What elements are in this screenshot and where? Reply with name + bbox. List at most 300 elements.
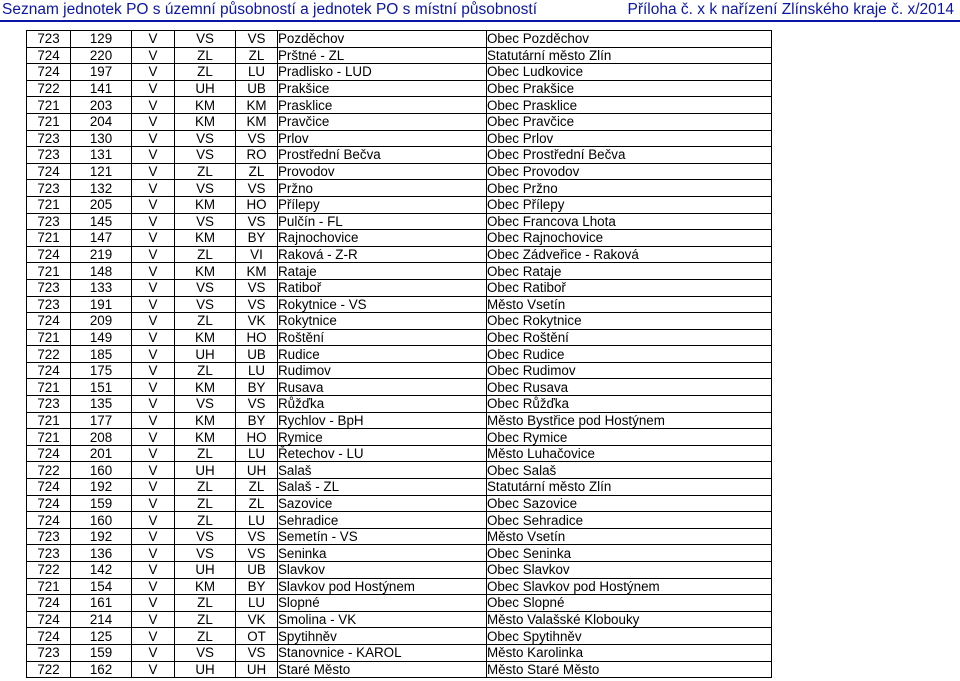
- unit-name-cell: Pravčice: [278, 113, 487, 130]
- municipality-cell: Obec Pržno: [487, 180, 772, 197]
- district-code-cell: 724: [27, 64, 71, 81]
- unit-type-cell: V: [132, 495, 175, 512]
- table-row: [27, 495, 772, 512]
- unit-name-cell: Rymice: [278, 429, 487, 446]
- table-row: [27, 180, 772, 197]
- unit-name-cell: Slavkov: [278, 562, 487, 579]
- district-code-cell: 723: [27, 213, 71, 230]
- municipality-cell: Město Vsetín: [487, 296, 772, 313]
- area-code-cell: VS: [175, 396, 236, 413]
- unit-name-cell: Pozděchov: [278, 31, 487, 48]
- unit-type-cell: V: [132, 47, 175, 64]
- table-row: [27, 595, 772, 612]
- district-code-cell: 723: [27, 279, 71, 296]
- area-code-cell: KM: [175, 196, 236, 213]
- sub-area-code-cell: UH: [236, 462, 278, 479]
- table-row: [27, 661, 772, 678]
- unit-number-cell: 205: [71, 196, 132, 213]
- district-code-cell: 723: [27, 545, 71, 562]
- municipality-cell: Obec Francova Lhota: [487, 213, 772, 230]
- unit-number-cell: 204: [71, 113, 132, 130]
- unit-number-cell: 136: [71, 545, 132, 562]
- sub-area-code-cell: KM: [236, 97, 278, 114]
- unit-type-cell: V: [132, 230, 175, 247]
- table-row: [27, 562, 772, 579]
- sub-area-code-cell: VS: [236, 528, 278, 545]
- sub-area-code-cell: ZL: [236, 47, 278, 64]
- unit-name-cell: Prštné - ZL: [278, 47, 487, 64]
- sub-area-code-cell: HO: [236, 429, 278, 446]
- unit-type-cell: V: [132, 64, 175, 81]
- district-code-cell: 724: [27, 611, 71, 628]
- sub-area-code-cell: HO: [236, 196, 278, 213]
- district-code-cell: 724: [27, 495, 71, 512]
- table-row: [27, 628, 772, 645]
- unit-number-cell: 132: [71, 180, 132, 197]
- unit-type-cell: V: [132, 512, 175, 529]
- municipality-cell: Obec Pozděchov: [487, 31, 772, 48]
- unit-number-cell: 192: [71, 479, 132, 496]
- municipality-cell: Obec Rokytnice: [487, 313, 772, 330]
- unit-type-cell: V: [132, 313, 175, 330]
- area-code-cell: VS: [175, 528, 236, 545]
- unit-name-cell: Pulčín - FL: [278, 213, 487, 230]
- area-code-cell: ZL: [175, 512, 236, 529]
- unit-type-cell: V: [132, 130, 175, 147]
- sub-area-code-cell: VK: [236, 313, 278, 330]
- unit-number-cell: 219: [71, 246, 132, 263]
- sub-area-code-cell: LU: [236, 512, 278, 529]
- table-row: [27, 329, 772, 346]
- unit-name-cell: Prlov: [278, 130, 487, 147]
- unit-name-cell: Salaš - ZL: [278, 479, 487, 496]
- municipality-cell: Obec Spytihněv: [487, 628, 772, 645]
- table-row: [27, 412, 772, 429]
- unit-name-cell: Přílepy: [278, 196, 487, 213]
- unit-name-cell: Sehradice: [278, 512, 487, 529]
- header-rule: [0, 20, 960, 22]
- unit-number-cell: 159: [71, 495, 132, 512]
- table-row: [27, 113, 772, 130]
- area-code-cell: KM: [175, 412, 236, 429]
- municipality-cell: Město Karolinka: [487, 644, 772, 661]
- district-code-cell: 721: [27, 230, 71, 247]
- unit-type-cell: V: [132, 97, 175, 114]
- unit-number-cell: 125: [71, 628, 132, 645]
- table-row: [27, 97, 772, 114]
- sub-area-code-cell: VS: [236, 644, 278, 661]
- unit-number-cell: 191: [71, 296, 132, 313]
- unit-type-cell: V: [132, 246, 175, 263]
- district-code-cell: 724: [27, 362, 71, 379]
- area-code-cell: UH: [175, 661, 236, 678]
- unit-type-cell: V: [132, 147, 175, 164]
- area-code-cell: ZL: [175, 362, 236, 379]
- municipality-cell: Obec Rataje: [487, 263, 772, 280]
- district-code-cell: 721: [27, 196, 71, 213]
- district-code-cell: 721: [27, 97, 71, 114]
- municipality-cell: Obec Slopné: [487, 595, 772, 612]
- unit-name-cell: Prasklice: [278, 97, 487, 114]
- sub-area-code-cell: ZL: [236, 479, 278, 496]
- area-code-cell: UH: [175, 80, 236, 97]
- area-code-cell: KM: [175, 230, 236, 247]
- area-code-cell: VS: [175, 644, 236, 661]
- unit-name-cell: Ratiboř: [278, 279, 487, 296]
- municipality-cell: Obec Pravčice: [487, 113, 772, 130]
- unit-number-cell: 185: [71, 346, 132, 363]
- unit-number-cell: 141: [71, 80, 132, 97]
- district-code-cell: 723: [27, 296, 71, 313]
- municipality-cell: Město Vsetín: [487, 528, 772, 545]
- unit-type-cell: V: [132, 396, 175, 413]
- unit-number-cell: 201: [71, 445, 132, 462]
- unit-name-cell: Rudimov: [278, 362, 487, 379]
- sub-area-code-cell: VS: [236, 31, 278, 48]
- table-row: [27, 445, 772, 462]
- unit-number-cell: 133: [71, 279, 132, 296]
- municipality-cell: Obec Roštění: [487, 329, 772, 346]
- district-code-cell: 723: [27, 528, 71, 545]
- sub-area-code-cell: ZL: [236, 495, 278, 512]
- unit-name-cell: Slavkov pod Hostýnem: [278, 578, 487, 595]
- unit-number-cell: 220: [71, 47, 132, 64]
- sub-area-code-cell: VS: [236, 180, 278, 197]
- district-code-cell: 722: [27, 661, 71, 678]
- municipality-cell: Obec Rudimov: [487, 362, 772, 379]
- table-row: [27, 230, 772, 247]
- area-code-cell: ZL: [175, 64, 236, 81]
- district-code-cell: 724: [27, 479, 71, 496]
- table-row: [27, 644, 772, 661]
- unit-type-cell: V: [132, 279, 175, 296]
- district-code-cell: 721: [27, 113, 71, 130]
- unit-name-cell: Rokytnice - VS: [278, 296, 487, 313]
- unit-type-cell: V: [132, 562, 175, 579]
- unit-number-cell: 162: [71, 661, 132, 678]
- sub-area-code-cell: LU: [236, 445, 278, 462]
- area-code-cell: ZL: [175, 495, 236, 512]
- unit-type-cell: V: [132, 644, 175, 661]
- municipality-cell: Statutární město Zlín: [487, 479, 772, 496]
- area-code-cell: UH: [175, 462, 236, 479]
- header-annex-label: Příloha č. x k nařízení Zlínského kraje č. x/2014: [627, 1, 954, 18]
- sub-area-code-cell: BY: [236, 379, 278, 396]
- area-code-cell: VS: [175, 296, 236, 313]
- district-code-cell: 723: [27, 396, 71, 413]
- sub-area-code-cell: VS: [236, 545, 278, 562]
- unit-type-cell: V: [132, 595, 175, 612]
- area-code-cell: ZL: [175, 611, 236, 628]
- area-code-cell: VS: [175, 180, 236, 197]
- area-code-cell: ZL: [175, 163, 236, 180]
- unit-type-cell: V: [132, 180, 175, 197]
- sub-area-code-cell: UB: [236, 80, 278, 97]
- unit-type-cell: V: [132, 362, 175, 379]
- area-code-cell: VS: [175, 147, 236, 164]
- header-title: Seznam jednotek PO s územní působností a jednotek PO s místní působností: [2, 1, 538, 18]
- unit-number-cell: 208: [71, 429, 132, 446]
- sub-area-code-cell: VS: [236, 296, 278, 313]
- unit-name-cell: Smolina - VK: [278, 611, 487, 628]
- municipality-cell: Obec Prakšice: [487, 80, 772, 97]
- unit-name-cell: Rusava: [278, 379, 487, 396]
- district-code-cell: 722: [27, 80, 71, 97]
- unit-number-cell: 154: [71, 578, 132, 595]
- unit-type-cell: V: [132, 213, 175, 230]
- unit-type-cell: V: [132, 545, 175, 562]
- unit-type-cell: V: [132, 412, 175, 429]
- unit-name-cell: Staré Město: [278, 661, 487, 678]
- district-code-cell: 722: [27, 562, 71, 579]
- table-row: [27, 379, 772, 396]
- table-row: [27, 313, 772, 330]
- unit-name-cell: Spytihněv: [278, 628, 487, 645]
- area-code-cell: VS: [175, 545, 236, 562]
- page-header: [0, 0, 960, 22]
- unit-name-cell: Rataje: [278, 263, 487, 280]
- area-code-cell: KM: [175, 379, 236, 396]
- area-code-cell: ZL: [175, 313, 236, 330]
- unit-name-cell: Rajnochovice: [278, 230, 487, 247]
- unit-type-cell: V: [132, 462, 175, 479]
- unit-name-cell: Raková - Z-R: [278, 246, 487, 263]
- table-row: [27, 246, 772, 263]
- unit-name-cell: Stanovnice - KAROL: [278, 644, 487, 661]
- unit-name-cell: Semetín - VS: [278, 528, 487, 545]
- table-row: [27, 263, 772, 280]
- municipality-cell: Obec Provodov: [487, 163, 772, 180]
- table-row: [27, 462, 772, 479]
- unit-number-cell: 161: [71, 595, 132, 612]
- unit-type-cell: V: [132, 163, 175, 180]
- sub-area-code-cell: LU: [236, 362, 278, 379]
- table-row: [27, 279, 772, 296]
- unit-number-cell: 142: [71, 562, 132, 579]
- sub-area-code-cell: VS: [236, 130, 278, 147]
- table-row: [27, 512, 772, 529]
- unit-type-cell: V: [132, 263, 175, 280]
- district-code-cell: 724: [27, 445, 71, 462]
- sub-area-code-cell: RO: [236, 147, 278, 164]
- district-code-cell: 724: [27, 246, 71, 263]
- table-row: [27, 130, 772, 147]
- unit-name-cell: Řetechov - LU: [278, 445, 487, 462]
- unit-name-cell: Roštění: [278, 329, 487, 346]
- table-row: [27, 80, 772, 97]
- municipality-cell: Obec Sehradice: [487, 512, 772, 529]
- sub-area-code-cell: VI: [236, 246, 278, 263]
- district-code-cell: 724: [27, 595, 71, 612]
- municipality-cell: Město Luhačovice: [487, 445, 772, 462]
- area-code-cell: KM: [175, 97, 236, 114]
- unit-name-cell: Prostřední Bečva: [278, 147, 487, 164]
- municipality-cell: Obec Salaš: [487, 462, 772, 479]
- district-code-cell: 723: [27, 180, 71, 197]
- unit-number-cell: 175: [71, 362, 132, 379]
- area-code-cell: ZL: [175, 595, 236, 612]
- district-code-cell: 724: [27, 628, 71, 645]
- sub-area-code-cell: VS: [236, 279, 278, 296]
- district-code-cell: 724: [27, 512, 71, 529]
- unit-name-cell: Salaš: [278, 462, 487, 479]
- district-code-cell: 724: [27, 163, 71, 180]
- unit-type-cell: V: [132, 528, 175, 545]
- unit-type-cell: V: [132, 429, 175, 446]
- unit-name-cell: Slopné: [278, 595, 487, 612]
- district-code-cell: 723: [27, 644, 71, 661]
- sub-area-code-cell: UH: [236, 661, 278, 678]
- area-code-cell: UH: [175, 562, 236, 579]
- sub-area-code-cell: OT: [236, 628, 278, 645]
- unit-number-cell: 177: [71, 412, 132, 429]
- district-code-cell: 721: [27, 578, 71, 595]
- area-code-cell: UH: [175, 346, 236, 363]
- area-code-cell: KM: [175, 429, 236, 446]
- unit-number-cell: 197: [71, 64, 132, 81]
- unit-name-cell: Rudice: [278, 346, 487, 363]
- sub-area-code-cell: BY: [236, 230, 278, 247]
- unit-number-cell: 159: [71, 644, 132, 661]
- municipality-cell: Obec Sazovice: [487, 495, 772, 512]
- sub-area-code-cell: BY: [236, 578, 278, 595]
- unit-name-cell: Seninka: [278, 545, 487, 562]
- unit-number-cell: 121: [71, 163, 132, 180]
- area-code-cell: VS: [175, 31, 236, 48]
- district-code-cell: 723: [27, 130, 71, 147]
- unit-type-cell: V: [132, 346, 175, 363]
- unit-number-cell: 131: [71, 147, 132, 164]
- municipality-cell: Obec Rudice: [487, 346, 772, 363]
- municipality-cell: Obec Růžďka: [487, 396, 772, 413]
- unit-type-cell: V: [132, 196, 175, 213]
- unit-number-cell: 203: [71, 97, 132, 114]
- unit-type-cell: V: [132, 611, 175, 628]
- municipality-cell: Obec Prasklice: [487, 97, 772, 114]
- sub-area-code-cell: LU: [236, 595, 278, 612]
- municipality-cell: Statutární město Zlín: [487, 47, 772, 64]
- municipality-cell: Obec Seninka: [487, 545, 772, 562]
- area-code-cell: ZL: [175, 246, 236, 263]
- municipality-cell: Město Valašské Klobouky: [487, 611, 772, 628]
- municipality-cell: Obec Rusava: [487, 379, 772, 396]
- unit-name-cell: Rokytnice: [278, 313, 487, 330]
- district-code-cell: 721: [27, 263, 71, 280]
- municipality-cell: Obec Rymice: [487, 429, 772, 446]
- municipality-cell: Obec Rajnochovice: [487, 230, 772, 247]
- unit-number-cell: 209: [71, 313, 132, 330]
- district-code-cell: 723: [27, 31, 71, 48]
- district-code-cell: 724: [27, 313, 71, 330]
- district-code-cell: 721: [27, 412, 71, 429]
- table-row: [27, 362, 772, 379]
- unit-type-cell: V: [132, 445, 175, 462]
- unit-type-cell: V: [132, 379, 175, 396]
- unit-name-cell: Pradlisko - LUD: [278, 64, 487, 81]
- district-code-cell: 722: [27, 462, 71, 479]
- unit-type-cell: V: [132, 329, 175, 346]
- unit-number-cell: 151: [71, 379, 132, 396]
- unit-number-cell: 214: [71, 611, 132, 628]
- sub-area-code-cell: VS: [236, 396, 278, 413]
- table-row: [27, 196, 772, 213]
- unit-number-cell: 130: [71, 130, 132, 147]
- unit-type-cell: V: [132, 113, 175, 130]
- municipality-cell: Obec Zádveřice - Raková: [487, 246, 772, 263]
- unit-name-cell: Růžďka: [278, 396, 487, 413]
- unit-number-cell: 147: [71, 230, 132, 247]
- area-code-cell: KM: [175, 263, 236, 280]
- unit-name-cell: Sazovice: [278, 495, 487, 512]
- unit-number-cell: 192: [71, 528, 132, 545]
- district-code-cell: 721: [27, 429, 71, 446]
- sub-area-code-cell: BY: [236, 412, 278, 429]
- area-code-cell: KM: [175, 578, 236, 595]
- area-code-cell: ZL: [175, 479, 236, 496]
- unit-number-cell: 149: [71, 329, 132, 346]
- table-row: [27, 528, 772, 545]
- table-row: [27, 296, 772, 313]
- unit-number-cell: 135: [71, 396, 132, 413]
- sub-area-code-cell: VK: [236, 611, 278, 628]
- unit-number-cell: 160: [71, 512, 132, 529]
- unit-name-cell: Pržno: [278, 180, 487, 197]
- municipality-cell: Obec Prostřední Bečva: [487, 147, 772, 164]
- area-code-cell: VS: [175, 279, 236, 296]
- area-code-cell: ZL: [175, 628, 236, 645]
- table-row: [27, 64, 772, 81]
- table-row: [27, 578, 772, 595]
- municipality-cell: Město Bystřice pod Hostýnem: [487, 412, 772, 429]
- table-row: [27, 163, 772, 180]
- table-row: [27, 611, 772, 628]
- municipality-cell: Obec Přílepy: [487, 196, 772, 213]
- table-row: [27, 545, 772, 562]
- unit-type-cell: V: [132, 80, 175, 97]
- district-code-cell: 722: [27, 346, 71, 363]
- municipality-cell: Obec Ratiboř: [487, 279, 772, 296]
- unit-type-cell: V: [132, 31, 175, 48]
- district-code-cell: 723: [27, 147, 71, 164]
- sub-area-code-cell: KM: [236, 263, 278, 280]
- area-code-cell: VS: [175, 130, 236, 147]
- municipality-cell: Obec Ludkovice: [487, 64, 772, 81]
- area-code-cell: ZL: [175, 47, 236, 64]
- unit-name-cell: Rychlov - BpH: [278, 412, 487, 429]
- district-code-cell: 724: [27, 47, 71, 64]
- municipality-cell: Obec Slavkov: [487, 562, 772, 579]
- area-code-cell: KM: [175, 113, 236, 130]
- sub-area-code-cell: UB: [236, 346, 278, 363]
- municipality-cell: Obec Slavkov pod Hostýnem: [487, 578, 772, 595]
- unit-name-cell: Prakšice: [278, 80, 487, 97]
- table-row: [27, 47, 772, 64]
- unit-number-cell: 145: [71, 213, 132, 230]
- table-row: [27, 213, 772, 230]
- unit-type-cell: V: [132, 578, 175, 595]
- district-code-cell: 721: [27, 329, 71, 346]
- area-code-cell: KM: [175, 329, 236, 346]
- units-table: [26, 30, 772, 678]
- unit-type-cell: V: [132, 661, 175, 678]
- area-code-cell: ZL: [175, 445, 236, 462]
- table-row: [27, 346, 772, 363]
- table-row: [27, 429, 772, 446]
- table-row: [27, 31, 772, 48]
- unit-name-cell: Provodov: [278, 163, 487, 180]
- unit-number-cell: 148: [71, 263, 132, 280]
- table-row: [27, 396, 772, 413]
